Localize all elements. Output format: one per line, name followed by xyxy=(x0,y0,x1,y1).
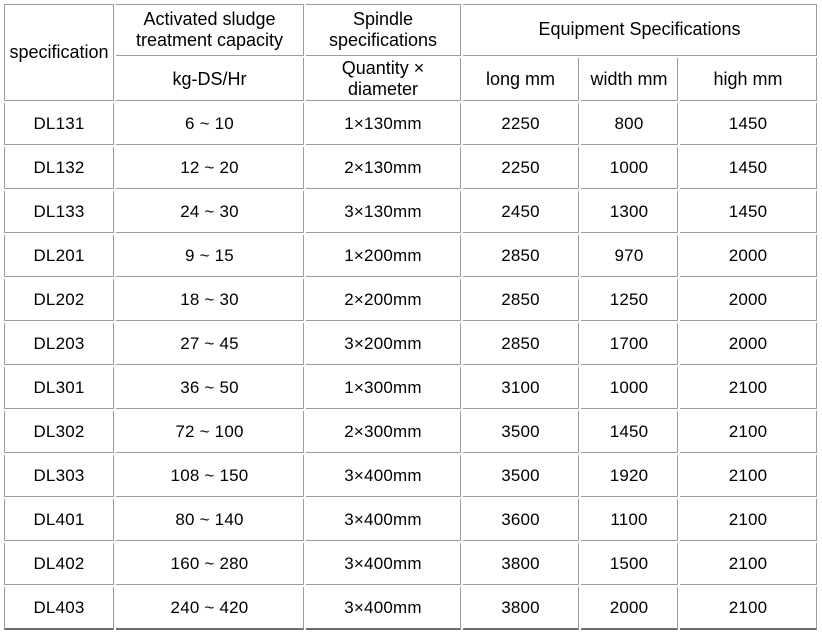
cell-spindle: 2×200mm xyxy=(306,279,461,321)
table-body xyxy=(4,103,817,630)
cell-long: 3800 xyxy=(463,587,579,630)
cell-specification: DL202 xyxy=(4,279,114,321)
cell-width: 1000 xyxy=(581,367,678,409)
table-row xyxy=(4,587,817,630)
cell-capacity: 108 ~ 150 xyxy=(116,455,304,497)
table-row xyxy=(4,455,817,497)
equipment-spec-table xyxy=(2,2,819,632)
cell-high: 2000 xyxy=(680,279,817,321)
cell-capacity: 12 ~ 20 xyxy=(116,147,304,189)
table-row xyxy=(4,279,817,321)
cell-high: 2100 xyxy=(680,411,817,453)
cell-long: 3800 xyxy=(463,543,579,585)
header-equipment-group: Equipment Specifications xyxy=(463,4,817,56)
cell-width: 1500 xyxy=(581,543,678,585)
header-specification: specification xyxy=(4,4,114,101)
cell-width: 1100 xyxy=(581,499,678,541)
cell-capacity: 18 ~ 30 xyxy=(116,279,304,321)
header-spindle-group: Spindle specifications xyxy=(306,4,461,56)
cell-width: 1450 xyxy=(581,411,678,453)
header-width: width mm xyxy=(581,58,678,101)
cell-capacity: 80 ~ 140 xyxy=(116,499,304,541)
table-row xyxy=(4,499,817,541)
cell-specification: DL303 xyxy=(4,455,114,497)
cell-long: 3500 xyxy=(463,411,579,453)
cell-spindle: 2×130mm xyxy=(306,147,461,189)
cell-long: 3600 xyxy=(463,499,579,541)
table-header xyxy=(4,4,817,101)
cell-specification: DL203 xyxy=(4,323,114,365)
cell-specification: DL131 xyxy=(4,103,114,145)
cell-spindle: 3×400mm xyxy=(306,455,461,497)
cell-spindle: 2×300mm xyxy=(306,411,461,453)
cell-width: 1700 xyxy=(581,323,678,365)
cell-long: 2250 xyxy=(463,103,579,145)
cell-high: 2100 xyxy=(680,543,817,585)
cell-high: 1450 xyxy=(680,103,817,145)
header-long: long mm xyxy=(463,58,579,101)
cell-width: 2000 xyxy=(581,587,678,630)
table-row xyxy=(4,543,817,585)
cell-spindle: 3×200mm xyxy=(306,323,461,365)
table-row xyxy=(4,235,817,277)
cell-long: 2850 xyxy=(463,279,579,321)
cell-high: 2100 xyxy=(680,367,817,409)
cell-long: 2850 xyxy=(463,323,579,365)
cell-capacity: 72 ~ 100 xyxy=(116,411,304,453)
table-row xyxy=(4,411,817,453)
cell-spindle: 1×130mm xyxy=(306,103,461,145)
cell-width: 1000 xyxy=(581,147,678,189)
cell-spindle: 1×200mm xyxy=(306,235,461,277)
header-row-units xyxy=(4,58,817,101)
cell-long: 3500 xyxy=(463,455,579,497)
header-capacity-unit: kg-DS/Hr xyxy=(116,58,304,101)
cell-specification: DL401 xyxy=(4,499,114,541)
cell-high: 2000 xyxy=(680,323,817,365)
cell-specification: DL133 xyxy=(4,191,114,233)
cell-width: 1920 xyxy=(581,455,678,497)
cell-specification: DL402 xyxy=(4,543,114,585)
table-row xyxy=(4,103,817,145)
cell-high: 1450 xyxy=(680,191,817,233)
cell-high: 1450 xyxy=(680,147,817,189)
cell-specification: DL132 xyxy=(4,147,114,189)
cell-capacity: 160 ~ 280 xyxy=(116,543,304,585)
cell-width: 1250 xyxy=(581,279,678,321)
cell-capacity: 24 ~ 30 xyxy=(116,191,304,233)
table-row xyxy=(4,367,817,409)
header-high: high mm xyxy=(680,58,817,101)
cell-specification: DL403 xyxy=(4,587,114,630)
cell-specification: DL302 xyxy=(4,411,114,453)
cell-high: 2100 xyxy=(680,587,817,630)
cell-long: 2850 xyxy=(463,235,579,277)
cell-capacity: 240 ~ 420 xyxy=(116,587,304,630)
cell-spindle: 1×300mm xyxy=(306,367,461,409)
cell-spindle: 3×400mm xyxy=(306,499,461,541)
cell-specification: DL201 xyxy=(4,235,114,277)
header-capacity-group: Activated sludge treatment capacity xyxy=(116,4,304,56)
table-row xyxy=(4,191,817,233)
cell-spindle: 3×400mm xyxy=(306,587,461,630)
cell-high: 2100 xyxy=(680,499,817,541)
header-spindle-unit: Quantity × diameter xyxy=(306,58,461,101)
table-row xyxy=(4,147,817,189)
cell-width: 1300 xyxy=(581,191,678,233)
cell-high: 2000 xyxy=(680,235,817,277)
cell-spindle: 3×400mm xyxy=(306,543,461,585)
cell-long: 3100 xyxy=(463,367,579,409)
cell-capacity: 36 ~ 50 xyxy=(116,367,304,409)
table-row xyxy=(4,323,817,365)
cell-long: 2250 xyxy=(463,147,579,189)
cell-capacity: 27 ~ 45 xyxy=(116,323,304,365)
cell-high: 2100 xyxy=(680,455,817,497)
cell-capacity: 9 ~ 15 xyxy=(116,235,304,277)
cell-width: 800 xyxy=(581,103,678,145)
cell-capacity: 6 ~ 10 xyxy=(116,103,304,145)
header-row-groups xyxy=(4,4,817,56)
cell-specification: DL301 xyxy=(4,367,114,409)
cell-width: 970 xyxy=(581,235,678,277)
cell-spindle: 3×130mm xyxy=(306,191,461,233)
cell-long: 2450 xyxy=(463,191,579,233)
